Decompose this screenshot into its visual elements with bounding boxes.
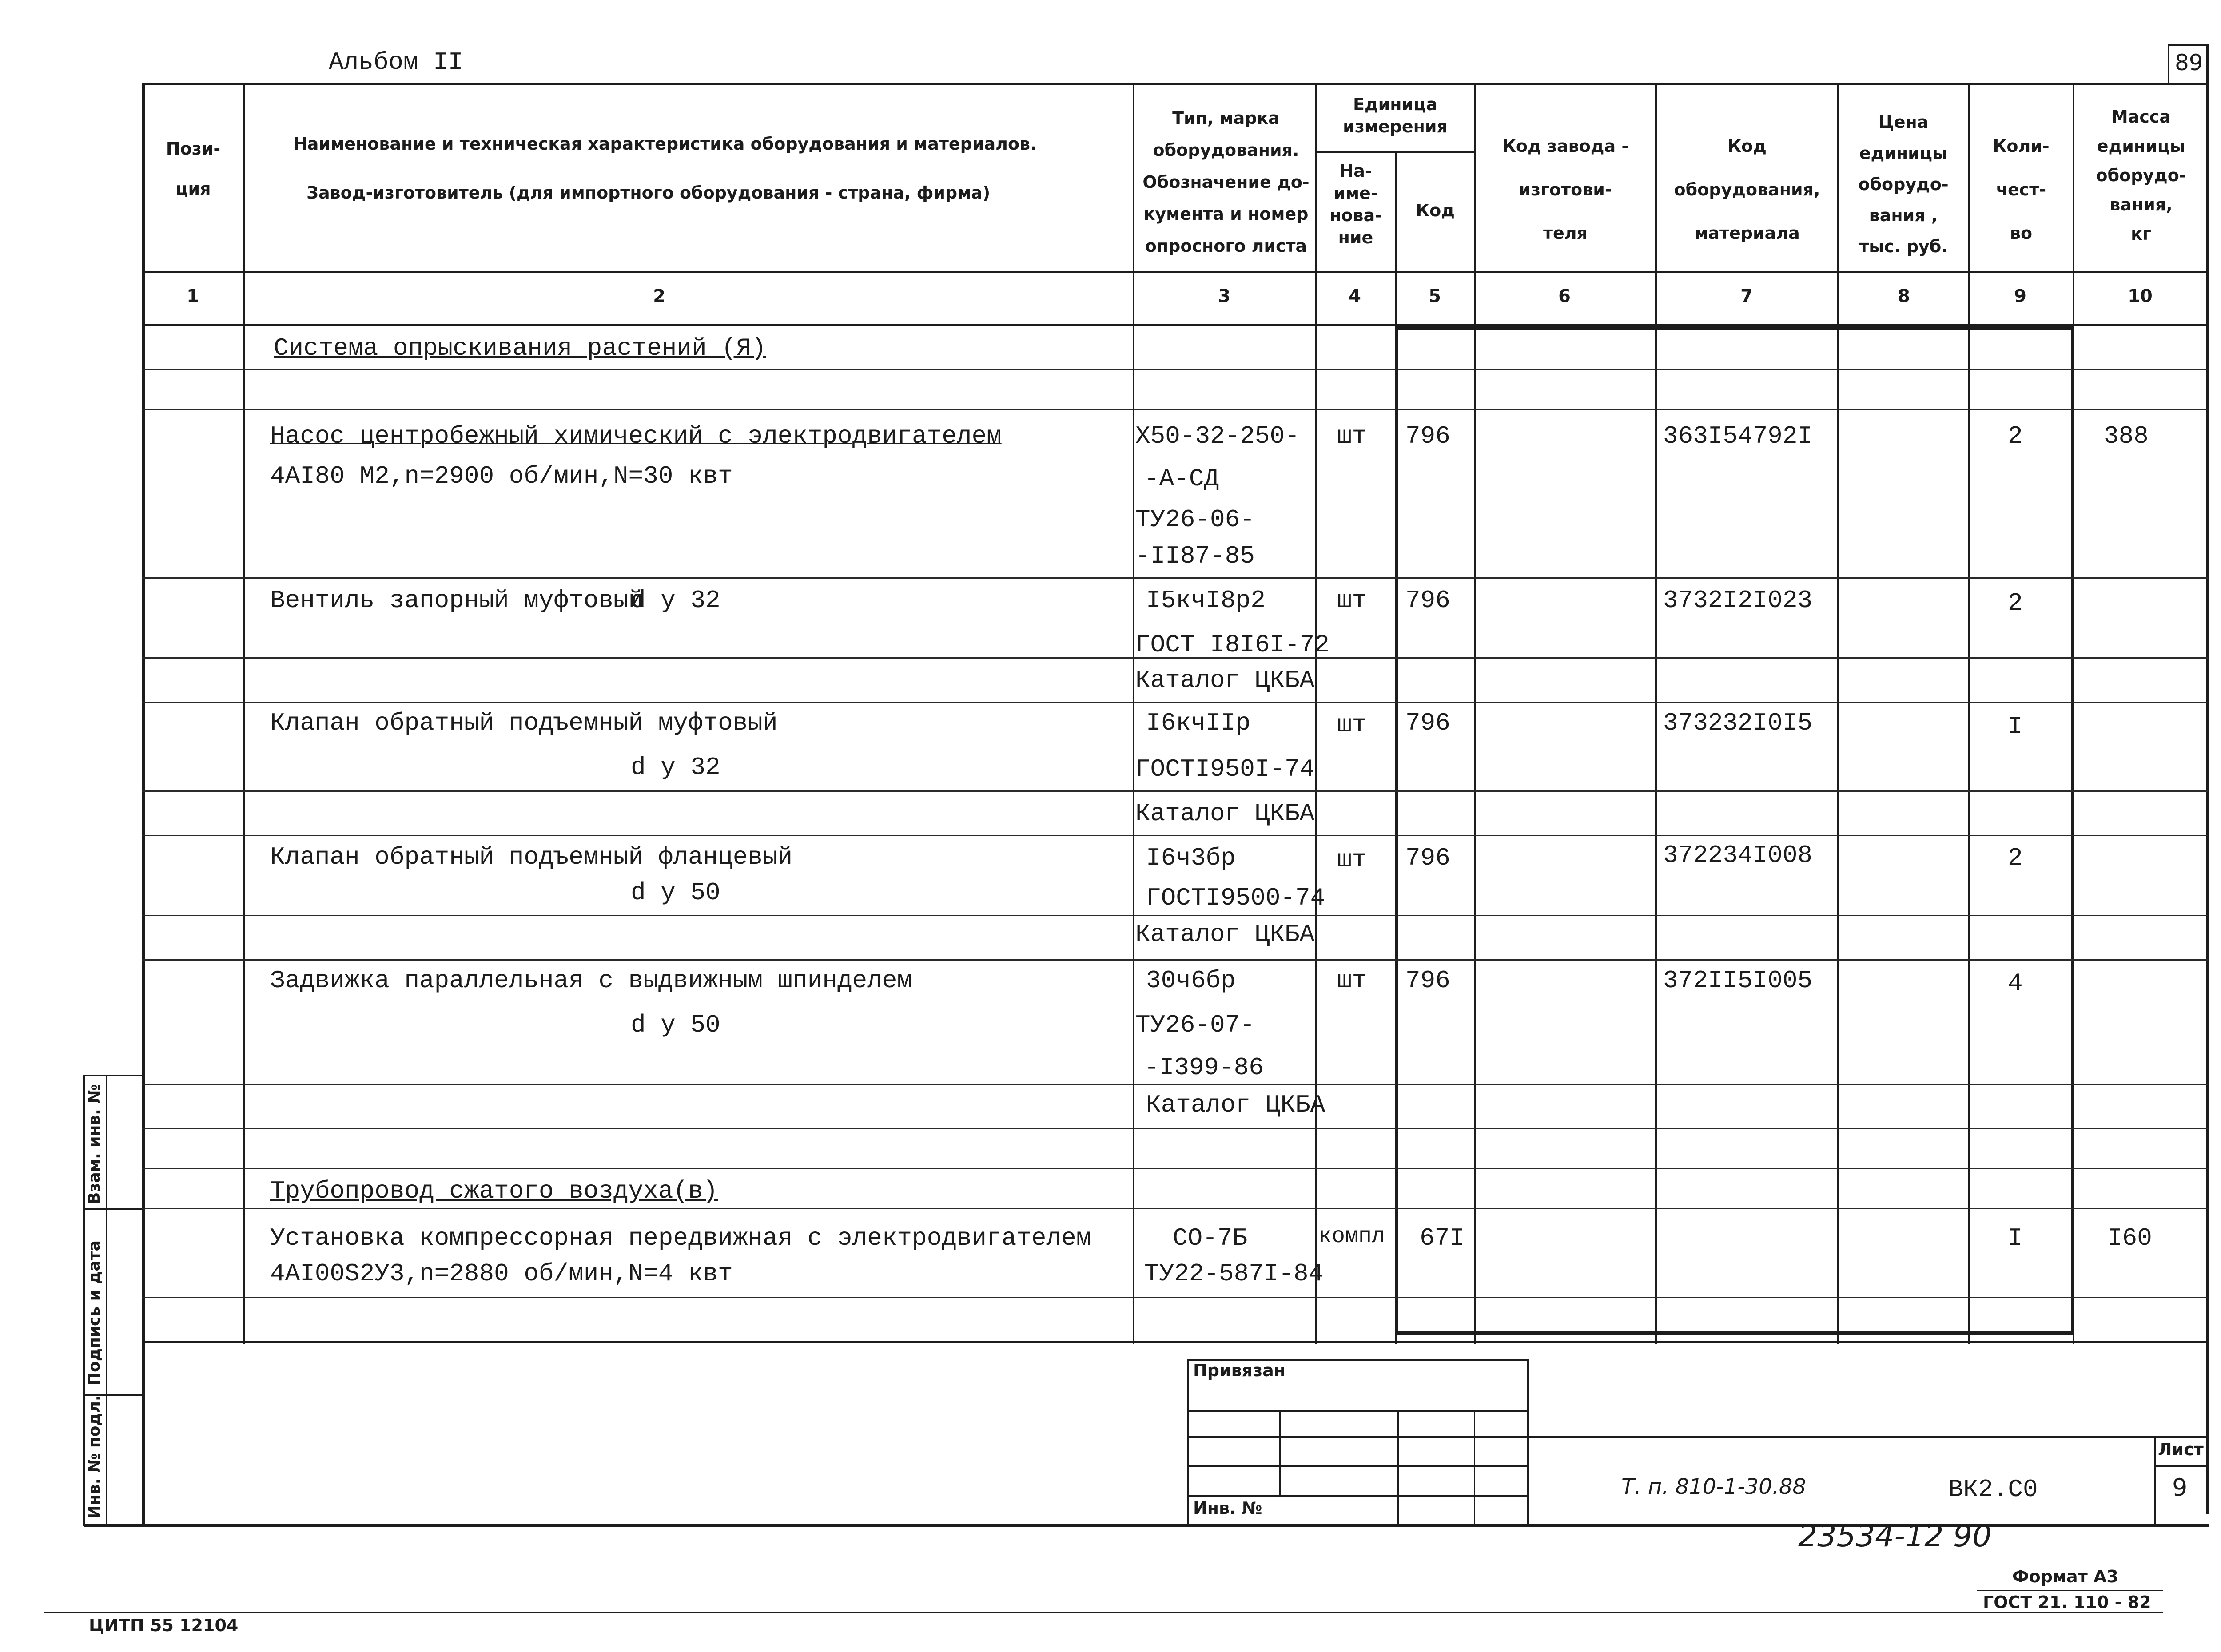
header-col6: Код завода - изготови- теля (1502, 136, 1629, 243)
format-label: Формат А3 (2012, 1567, 2118, 1586)
doc-reference: Т. п. 810-1-30.88 (1621, 1474, 1806, 1499)
pump-motor: 4AI80 M2,n=2900 об/мин,N=30 квт (270, 462, 733, 490)
colnum-7: 7 (1740, 286, 1753, 306)
row-line (142, 1168, 2208, 1169)
compressor-code: 67I (1420, 1224, 1465, 1252)
header-col45-group: Единица измерения (1343, 95, 1448, 136)
gate-qty: 4 (2008, 969, 2023, 997)
header-col7: Код оборудования, материала (1674, 136, 1820, 243)
thick-left (1395, 327, 1398, 1335)
row-line (142, 1128, 2208, 1129)
gate-equip-code: 372II5I005 (1663, 966, 1813, 995)
header-col2-line2: Завод-изготовитель (для импортного оборудования - страна, фирма) (306, 183, 991, 203)
pump-unit: шт (1337, 422, 1367, 450)
gate-unit: шт (1337, 966, 1367, 995)
check1-name: Клапан обратный подъемный муфтовый (270, 709, 778, 737)
pump-name: Насос центробежный химический с электродвигателем (270, 422, 1002, 450)
inv-no-label: Инв. № (1193, 1498, 1262, 1518)
check1-qty: I (2008, 712, 2023, 741)
row-line (142, 1084, 2208, 1085)
privyazan-line1 (1187, 1410, 1529, 1412)
gost-label: ГОСТ 21. 110 - 82 (1983, 1592, 2151, 1612)
row-line (142, 1297, 2208, 1298)
check1-type-2: ГОСТI950I-74 (1135, 755, 1315, 783)
check2-code: 796 (1405, 844, 1450, 872)
privyazan-line2 (1187, 1436, 1529, 1438)
check2-unit: шт (1337, 846, 1367, 874)
row-line (142, 835, 2208, 836)
thick-bottom (1395, 1331, 2074, 1335)
header-col4: На- име- нова- ние (1329, 161, 1382, 247)
top-border (142, 83, 2208, 85)
right-border (2206, 44, 2209, 1514)
valve-type-1: I5кчI8р2 (1146, 586, 1266, 615)
colnum-bottom-line (142, 324, 2208, 326)
colnum-3: 3 (1218, 286, 1230, 306)
check2-name: Клапан обратный подъемный фланцевый (270, 843, 793, 871)
section-title-spraying: Система опрыскивания растений (Я) (274, 334, 766, 362)
check1-code: 796 (1405, 709, 1450, 737)
valve-name: Вентиль запорный муфтовый (270, 586, 644, 615)
privyazan-line3 (1187, 1465, 1529, 1467)
citp-label: ЦИТП 55 12104 (89, 1616, 239, 1635)
header-col10: Масса единицы оборудо- вания, кг (2096, 107, 2186, 244)
check1-unit: шт (1337, 711, 1367, 739)
section-title-air: Трубопровод сжатого воздуха(в) (270, 1177, 718, 1205)
pump-qty: 2 (2008, 422, 2023, 450)
header-col2-line1: Наименование и техническая характеристика оборудования и материалов. (293, 134, 1037, 154)
side-label-podpis: Подпись и дата (85, 1240, 103, 1386)
gost-underline (1977, 1590, 2163, 1591)
compressor-motor: 4AI00S2У3,n=2880 об/мин,N=4 квт (270, 1259, 733, 1288)
pump-code: 796 (1405, 422, 1450, 450)
handwritten-number: 23534-12 90 (1798, 1519, 1992, 1554)
privyazan-label: Привязан (1193, 1361, 1286, 1380)
row-line (142, 790, 2208, 792)
side-strip-top (83, 1075, 142, 1076)
compressor-type-1: СО-7Б (1173, 1224, 1248, 1252)
valve-qty: 2 (2008, 589, 2023, 617)
gate-name: Задвижка параллельная с выдвижным шпинделем (270, 966, 912, 995)
check1-dy: d у 32 (631, 753, 720, 782)
bottom-rule (44, 1612, 2163, 1613)
colnum-6: 6 (1558, 286, 1571, 306)
colnum-2: 2 (653, 286, 665, 306)
compressor-unit: компл (1318, 1224, 1385, 1249)
sheet-box-left (2154, 1436, 2156, 1526)
compressor-qty: I (2008, 1224, 2023, 1252)
privyazan-line4 (1187, 1495, 1529, 1497)
side-strip-divider (106, 1075, 107, 1526)
pump-type-3: ТУ26-06- (1135, 505, 1255, 534)
valve-dy: d у 32 (631, 586, 720, 615)
check2-qty: 2 (2008, 844, 2023, 872)
row-line (142, 577, 2208, 579)
row-line (142, 702, 2208, 703)
page-number-box-top (2168, 44, 2208, 46)
valve-equip-code: 3732I2I023 (1663, 586, 1813, 615)
pump-type-1: Х50-32-250- (1135, 422, 1300, 450)
colnum-8: 8 (1898, 286, 1910, 306)
compressor-mass: I60 (2107, 1224, 2152, 1252)
gate-dy: d у 50 (631, 1011, 720, 1039)
privyazan-vline2 (1397, 1410, 1399, 1526)
pump-mass: 388 (2104, 422, 2149, 450)
valve-code: 796 (1405, 586, 1450, 615)
valve-type-3: Каталог ЦКБА (1135, 666, 1315, 695)
header-col8: Цена единицы оборудо- вания , тыс. руб. (1858, 112, 1949, 256)
check2-dy: d у 50 (631, 878, 720, 907)
header-sub-line (1315, 151, 1474, 153)
side-label-inv-podl: Инв. № подл. (85, 1395, 103, 1519)
check2-type-3: Каталог ЦКБА (1135, 920, 1315, 949)
compressor-name: Установка компрессорная передвижная с электродвигателем (270, 1224, 1091, 1252)
pump-equip-code: 363I54792I (1663, 422, 1813, 450)
header-col9: Коли- чест- во (1993, 136, 2050, 243)
row-line (142, 959, 2208, 961)
album-title: Альбом II (329, 48, 463, 76)
colnum-10: 10 (2128, 286, 2153, 306)
check2-type-1: I6ч3бр (1146, 844, 1236, 872)
header-col5: Код (1416, 201, 1455, 220)
valve-unit: шт (1337, 586, 1367, 615)
check1-equip-code: 373232I0I5 (1663, 709, 1813, 737)
row-line (142, 915, 2208, 916)
check2-type-2: ГОСТI9500-74 (1146, 884, 1325, 912)
page-number-box-left (2168, 44, 2169, 84)
gate-type-4: Каталог ЦКБА (1146, 1091, 1325, 1119)
gate-type-3: -I399-86 (1144, 1053, 1264, 1082)
check1-type-1: I6кчIIр (1146, 709, 1251, 737)
valve-type-2: ГОСТ I8I6I-72 (1135, 631, 1329, 659)
page-number: 89 (2175, 50, 2203, 75)
side-strip-sep1 (83, 1208, 142, 1210)
gate-type-2: ТУ26-07- (1135, 1011, 1255, 1039)
colnum-1: 1 (187, 286, 199, 306)
check1-type-3: Каталог ЦКБА (1135, 799, 1315, 828)
side-label-vzam: Взам. инв. № (85, 1084, 103, 1204)
gate-code: 796 (1405, 966, 1450, 995)
thick-right (2071, 327, 2074, 1335)
pump-type-2: -А-СД (1144, 465, 1219, 493)
left-border (142, 83, 145, 1526)
sheet-label: Лист (2158, 1440, 2204, 1459)
colnum-9: 9 (2014, 286, 2026, 306)
compressor-type-2: ТУ22-587I-84 (1144, 1259, 1324, 1288)
row-line (142, 1208, 2208, 1209)
sheet-number: 9 (2172, 1473, 2188, 1501)
header-bottom-line (142, 271, 2208, 273)
colnum-4: 4 (1349, 286, 1361, 306)
privyazan-vline1 (1279, 1410, 1281, 1495)
sheet-box-mid (2154, 1465, 2208, 1467)
title-block-top (1529, 1436, 2209, 1438)
privyazan-vline3 (1474, 1410, 1475, 1526)
pump-type-4: -II87-85 (1135, 542, 1255, 570)
row-line (142, 409, 2208, 410)
colnum-5: 5 (1429, 286, 1441, 306)
row-line (142, 369, 2208, 370)
thick-top (1395, 326, 2074, 330)
table-bottom-line (142, 1341, 2208, 1343)
header-col3: Тип, марка оборудования. Обозначение до- кумента и номер опросного листа (1142, 108, 1310, 256)
gate-type-1: 30ч6бр (1146, 966, 1236, 995)
check2-equip-code: 372234I008 (1663, 841, 1813, 870)
doc-code: ВК2.С0 (1948, 1475, 2038, 1504)
header-col1: Пози- ция (166, 139, 221, 199)
